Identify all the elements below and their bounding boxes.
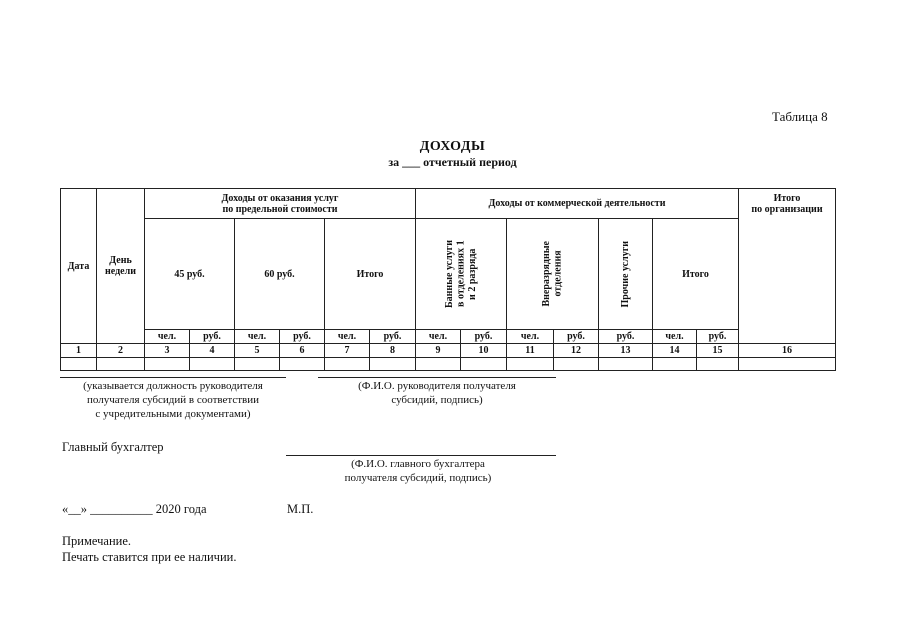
empty-cell [145,358,190,371]
column-number: 9 [416,344,461,358]
date-line: «__» __________ 2020 года [62,502,207,516]
unit-cell: руб. [554,330,599,344]
column-number: 4 [190,344,235,358]
bath-services-label: Банные услуги в отделениях 1 и 2 разряда [443,240,478,308]
column-number: 15 [697,344,739,358]
note-title: Примечание. [62,534,132,548]
unit-cell: чел. [507,330,554,344]
empty-cell [599,358,653,371]
header-price-45: 45 руб. [145,219,235,330]
table-row [61,358,836,371]
empty-cell [554,358,599,371]
column-number: 8 [370,344,416,358]
unit-cell: руб. [280,330,325,344]
empty-cell [97,358,145,371]
column-number: 7 [325,344,370,358]
empty-cell [739,358,836,371]
empty-cell [461,358,507,371]
table-number: Таблица 8 [772,109,828,124]
note-text: Печать ставится при ее наличии. [62,550,237,564]
unit-cell: руб. [599,330,653,344]
header-commercial-total: Итого [653,219,739,330]
head-name-line [318,377,556,378]
column-number: 16 [739,344,836,358]
column-number: 1 [61,344,97,358]
header-total-org: Итого по организации [739,189,836,344]
empty-cell [697,358,739,371]
chief-accountant-line [286,455,556,456]
empty-cell [280,358,325,371]
column-number: 11 [507,344,554,358]
chief-accountant-note: (Ф.И.О. главного бухгалтера получателя субсидий, подпись) [344,458,492,484]
header-commercial-group: Доходы от коммерческой деятельности [416,189,739,219]
empty-cell [190,358,235,371]
column-number: 13 [599,344,653,358]
stamp-place: М.П. [287,502,314,516]
income-table [60,188,836,371]
header-bath-services [416,219,507,330]
empty-cell [653,358,697,371]
empty-cell [235,358,280,371]
column-number: 3 [145,344,190,358]
header-services-total: Итого [325,219,416,330]
unit-cell: руб. [190,330,235,344]
empty-cell [61,358,97,371]
unit-cell: чел. [145,330,190,344]
empty-cell [325,358,370,371]
head-position-note: (указывается должность руководителя получателя субсидий в соответствии с учредительными документами) [83,380,263,420]
chief-accountant-label: Главный бухгалтер [62,440,164,454]
column-number: 12 [554,344,599,358]
column-number: 5 [235,344,280,358]
column-number: 2 [97,344,145,358]
unit-cell: чел. [416,330,461,344]
head-name-note: (Ф.И.О. руководителя получателя субсидий, подпись) [358,380,516,406]
header-services-group: Доходы от оказания услуг по предельной стоимости [145,189,416,219]
other-services-label: Прочие услуги [619,240,631,308]
unit-cell: чел. [235,330,280,344]
document-subtitle: за ___ отчетный период [388,155,517,169]
empty-cell [507,358,554,371]
document-title: ДОХОДЫ [419,139,486,154]
unit-cell: руб. [370,330,416,344]
extra-class-label: Внеразрядные отделения [541,241,564,307]
column-number: 6 [280,344,325,358]
head-position-line [60,377,286,378]
empty-cell [416,358,461,371]
header-date: Дата [61,189,97,344]
header-price-60: 60 руб. [235,219,325,330]
header-weekday: День недели [97,189,145,344]
column-number: 14 [653,344,697,358]
unit-cell: чел. [653,330,697,344]
column-number: 10 [461,344,507,358]
empty-cell [370,358,416,371]
unit-cell: руб. [461,330,507,344]
unit-cell: руб. [697,330,739,344]
header-extra-class [507,219,599,330]
unit-cell: чел. [325,330,370,344]
header-other-services [599,219,653,330]
